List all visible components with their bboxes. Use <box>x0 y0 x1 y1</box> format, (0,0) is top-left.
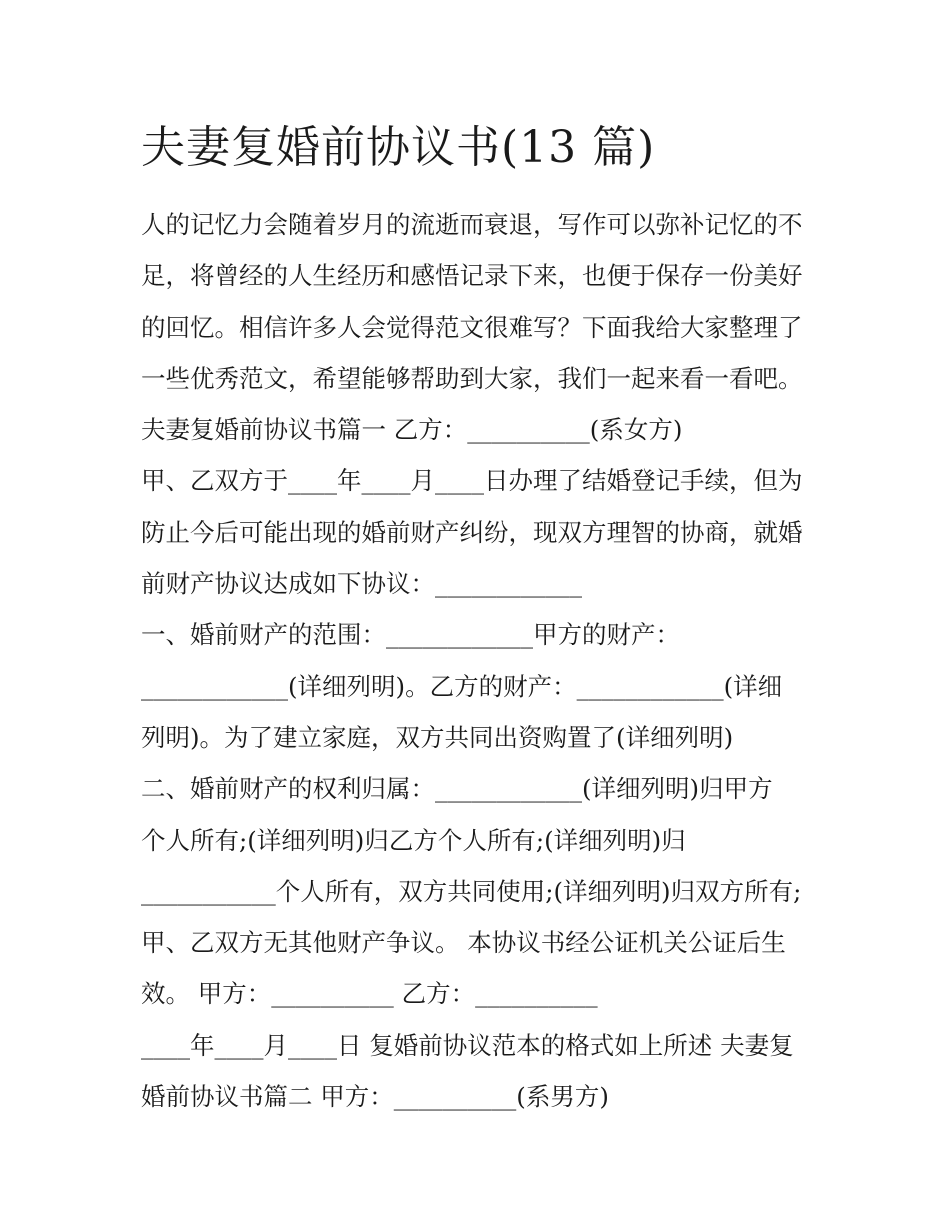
body-line: 夫妻复婚前协议书篇一 乙方：__________(系女方) <box>141 415 683 445</box>
body-line: 二、婚前财产的权利归属：____________(详细列明)归甲方 <box>141 774 773 804</box>
body-line: ____年____月____日 复婚前协议范本的格式如上所述 夫妻复 <box>141 1030 794 1060</box>
body-line: 前财产协议达成如下协议：____________ <box>141 569 582 599</box>
body-line: 甲、乙双方无其他财产争议。 本协议书经公证机关公证后生 <box>141 928 786 958</box>
body-line: 列明)。为了建立家庭，双方共同出资购置了(详细列明) <box>141 722 734 752</box>
body-line: 防止今后可能出现的婚前财产纠纷，现双方理智的协商，就婚 <box>141 517 803 547</box>
body-line: 一、婚前财产的范围：____________甲方的财产： <box>141 620 680 650</box>
body-line: 一些优秀范文，希望能够帮助到大家，我们一起来看一看吧。 <box>141 363 803 393</box>
body-line: 人的记忆力会随着岁月的流逝而衰退，写作可以弥补记忆的不 <box>141 210 803 239</box>
body-line: ___________个人所有，双方共同使用;(详细列明)归双方所有; <box>141 876 802 906</box>
body-line: 效。 甲方：__________ 乙方：__________ <box>141 979 598 1009</box>
body-line: 足，将曾经的人生经历和感悟记录下来，也便于保存一份美好 <box>141 261 803 291</box>
body-line: 的回忆。相信许多人会觉得范文很难写？下面我给大家整理了 <box>141 312 803 342</box>
document-body <box>141 199 821 1122</box>
body-line: 婚前协议书篇二 甲方：__________(系男方) <box>141 1082 609 1112</box>
body-line: 甲、乙双方于____年____月____日办理了结婚登记手续，但为 <box>141 466 803 496</box>
body-line: ____________(详细列明)。乙方的财产：____________(详细 <box>141 671 783 701</box>
document-title: 夫妻复婚前协议书(13 篇) <box>141 122 656 173</box>
body-line: 个人所有;(详细列明)归乙方个人所有;(详细列明)归 <box>141 825 686 855</box>
